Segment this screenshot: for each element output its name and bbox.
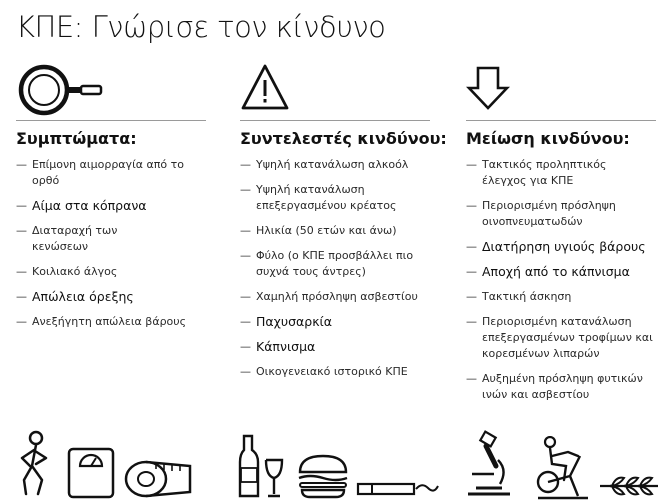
divider: [16, 120, 206, 121]
list-item: — Υψηλή κατανάλωση επεξεργασμένου κρέατος: [240, 182, 436, 214]
exercise-bike-icon: [534, 436, 592, 500]
warning-triangle-icon: [240, 58, 436, 118]
frying-pan-icon: [16, 58, 212, 118]
column-heading: Συμπτώματα:: [16, 129, 137, 148]
list-item: — Χαμηλή πρόσληψη ασβεστίου: [240, 289, 436, 305]
symptoms-list: [16, 157, 212, 330]
risk-reduction-column: [466, 58, 662, 412]
list-item: — Κάπνισμα: [240, 339, 436, 355]
wine-bottle-glass-icon: [238, 430, 286, 500]
list-item: — Τακτική άσκηση: [466, 289, 662, 305]
divider: [240, 120, 430, 121]
cigarette-icon: [356, 474, 440, 500]
list-item: — Ηλικία (50 ετών και άνω): [240, 223, 436, 239]
divider: [466, 120, 656, 121]
symptoms-column: [16, 58, 212, 339]
list-item: — Οικογενειακό ιστορικό ΚΠΕ: [240, 364, 436, 380]
column-heading: Συντελεστές κινδύνου:: [240, 129, 447, 148]
list-item: — Παχυσαρκία: [240, 314, 436, 330]
list-item: — Επίμονη αιμορραγία από το ορθό: [16, 157, 212, 189]
list-item: — Αποχή από το κάπνισμα: [466, 264, 662, 280]
risk-reduction-list: [466, 157, 662, 403]
symptoms-illustrations: [14, 420, 214, 500]
list-item: — Αυξημένη πρόσληψη φυτικών ινών και ασβεστίου: [466, 371, 662, 403]
list-item: — Περιορισμένη κατανάλωση επεξεργασμένων τροφίμων και κορεσμένων λιπαρών: [466, 314, 662, 362]
list-item: — Κοιλιακό άλγος: [16, 264, 212, 280]
wheat-icon: [598, 472, 660, 500]
microscope-icon: [464, 430, 514, 500]
risk-factors-illustrations: [238, 420, 448, 500]
list-item: — Ανεξήγητη απώλεια βάρους: [16, 314, 212, 330]
measuring-tape-icon: [122, 458, 194, 500]
person-in-pain-icon: [14, 430, 58, 500]
list-item: — Περιορισμένη πρόσληψη οινοπνευματωδών: [466, 198, 662, 230]
list-item: — Διαταραχή των κενώσεων: [16, 223, 212, 255]
list-item: — Απώλεια όρεξης: [16, 289, 212, 305]
risk-factors-list: [240, 157, 436, 380]
down-arrow-icon: [466, 58, 662, 118]
risk-factors-column: [240, 58, 447, 389]
page-title: ΚΠΕ: Γνώρισε τον κίνδυνο: [16, 10, 386, 44]
list-item: — Υψηλή κατανάλωση αλκοόλ: [240, 157, 436, 173]
column-heading: Μείωση κινδύνου:: [466, 129, 630, 148]
list-item: — Αίμα στα κόπρανα: [16, 198, 212, 214]
list-item: — Φύλο (ο ΚΠΕ προσβάλλει πιο συχνά τους άντρες): [240, 248, 436, 280]
burger-icon: [296, 452, 350, 500]
bathroom-scale-icon: [66, 446, 116, 500]
risk-reduction-illustrations: [462, 420, 662, 500]
list-item: — Διατήρηση υγιούς βάρους: [466, 239, 662, 255]
list-item: — Τακτικός προληπτικός έλεγχος για ΚΠΕ: [466, 157, 662, 189]
